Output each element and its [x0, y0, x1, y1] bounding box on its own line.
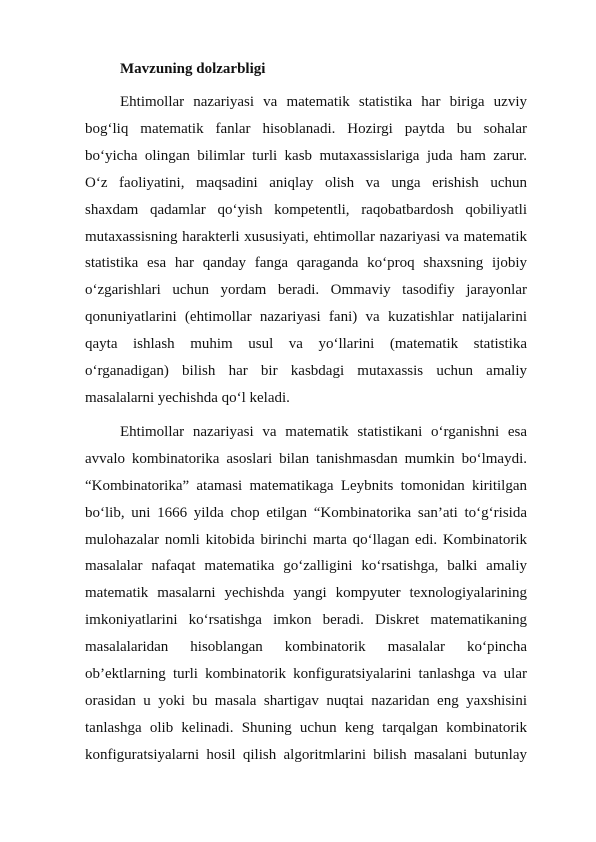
paragraph-line: o‘rganadigan) bilish har bir kasbdagi mutaxassis uchun amaliy [85, 363, 527, 380]
paragraph-line: matematik masalarni yechishda yangi kompyuter texnologiyalarining [85, 585, 527, 602]
paragraph-1 [85, 89, 527, 412]
paragraph-line: avvalo kombinatorika asoslari bilan tanishmasdan mumkin bo‘lmaydi. [85, 450, 527, 467]
paragraph-line: statistika esa har qanday fanga qaraganda ko‘proq shaxsning ijobiy [85, 255, 527, 272]
paragraph-line: masalalar nafaqat matematika go‘zalligini ko‘rsatishga, balki amaliy [85, 558, 527, 575]
paragraph-line: ob’ektlarning turli kombinatorik konfiguratsiyalarini tanlashga va ular [85, 666, 527, 683]
paragraph-line: mutaxassisning harakterli xususiyati, ehtimollar nazariyasi va matematik [85, 228, 527, 245]
paragraph-line: bog‘liq matematik fanlar hisoblanadi. Hozirgi paytda bu sohalar [85, 120, 527, 137]
paragraph-line: konfiguratsiyalarni hosil qilish algoritmlarini bilish masalani butunlay [85, 746, 527, 763]
document-body [85, 57, 527, 776]
paragraph-line: tanlashga olib kelinadi. Shuning uchun keng tarqalgan kombinatorik [85, 719, 527, 736]
paragraph-line: o‘zgarishlari uchun yordam beradi. Ommaviy tasodifiy jarayonlar [85, 282, 527, 299]
section-heading: Mavzuning dolzarbligi [120, 61, 266, 77]
paragraph-line: Ehtimollar nazariyasi va matematik statistikani o‘rganishni esa [120, 423, 527, 440]
paragraph-line: O‘z faoliyatini, maqsadini aniqlay olish va unga erishish uchun [85, 174, 527, 191]
paragraph-line: qonuniyatlarini (ehtimollar nazariyasi fani) va kuzatishlar natijalarini [85, 309, 527, 326]
paragraph-line: bo‘lib, uni 1666 yilda chop etilgan “Kombinatorika san’ati to‘g‘risida [85, 504, 527, 521]
paragraph-line: imkoniyatlarini ko‘rsatishga imkon beradi. Diskret matematikaning [85, 612, 527, 629]
paragraph-line: shaxdam qadamlar qo‘yish kompetentli, raqobatbardosh qobiliyatli [85, 201, 527, 218]
paragraph-2 [85, 419, 527, 769]
paragraph-line: “Kombinatorika” atamasi matematikaga Leybnits tomonidan kiritilgan [85, 477, 527, 494]
paragraph-line: masalalarni yechishda qo‘l keladi. [85, 389, 290, 406]
paragraph-line: masalalaridan hisoblangan kombinatorik masalalar ko‘pincha [85, 639, 527, 656]
paragraph-line: Ehtimollar nazariyasi va matematik statistika har biriga uzviy [120, 94, 527, 110]
paragraph-line: orasidan u yoki bu masala shartigav nuqtai nazaridan eng yaxshisini [85, 692, 527, 709]
paragraph-line: qayta ishlash muhim usul va yo‘llarini (matematik statistika [85, 336, 527, 353]
paragraph-line: bo‘yicha olingan bilimlar turli kasb mutaxassislariga juda ham zarur. [85, 147, 527, 164]
paragraph-line: mulohazalar nomli kitobida birinchi marta qo‘llagan edi. Kombinatorik [85, 531, 527, 548]
